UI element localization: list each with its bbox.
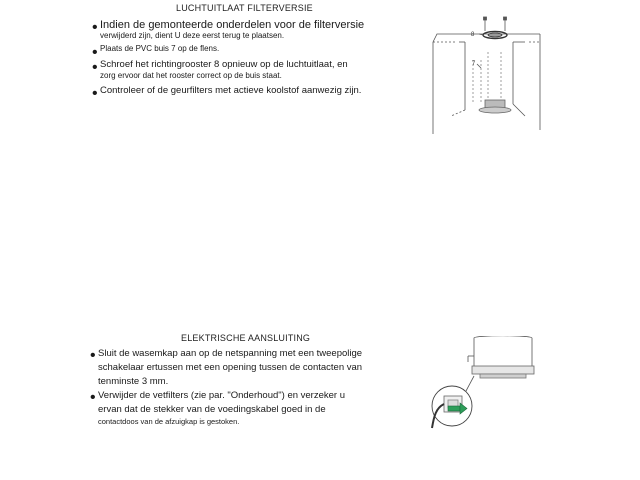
instruction-line: contactdoos van de afzuigkap is gestoken. xyxy=(98,417,240,426)
instruction-line: • Controleer of de geurfilters met actieve koolstof aanwezig zijn. xyxy=(100,85,362,96)
list-item xyxy=(92,19,364,41)
filter-instructions xyxy=(92,19,364,97)
part-label-8: 8 xyxy=(471,32,475,38)
list-item xyxy=(90,347,362,389)
instruction-line: verwijderd zijn, dient U deze eerst terug te plaatsen. xyxy=(100,31,285,40)
instruction-line: • Schroef het richtingrooster 8 opnieuw op de luchtuitlaat, en xyxy=(100,59,348,70)
electrical-connection-illustration xyxy=(428,336,550,446)
instruction-line: • Sluit de wasemkap aan op de netspanning met een tweepolige xyxy=(98,348,363,359)
list-item xyxy=(90,389,362,427)
filter-installation-illustration xyxy=(425,12,550,137)
instruction-line: tenminste 3 mm. xyxy=(98,376,169,387)
instruction-line: zorg ervoor dat het rooster correct op de buis staat. xyxy=(100,71,282,80)
instruction-line: • Verwijder de vetfilters (zie par. "Onderhoud") en verzeker u xyxy=(98,390,345,401)
instruction-line: ervan dat de stekker van de voedingskabel goed in de xyxy=(98,404,326,415)
list-item xyxy=(92,85,364,97)
electrical-section-title: ELEKTRISCHE AANSLUITING xyxy=(181,333,311,343)
instruction-line: schakelaar ertussen met een opening tussen de contacten van xyxy=(98,362,363,373)
electrical-instructions xyxy=(90,347,362,427)
list-item xyxy=(92,59,364,81)
part-label-7: 7 xyxy=(472,61,476,67)
instruction-line: • Plaats de PVC buis 7 op de flens. xyxy=(100,44,220,53)
instruction-line: • Indien de gemonteerde onderdelen voor de filterversie xyxy=(100,19,365,31)
list-item xyxy=(92,44,364,54)
filter-section-title: LUCHTUITLAAT FILTERVERSIE xyxy=(176,3,313,13)
